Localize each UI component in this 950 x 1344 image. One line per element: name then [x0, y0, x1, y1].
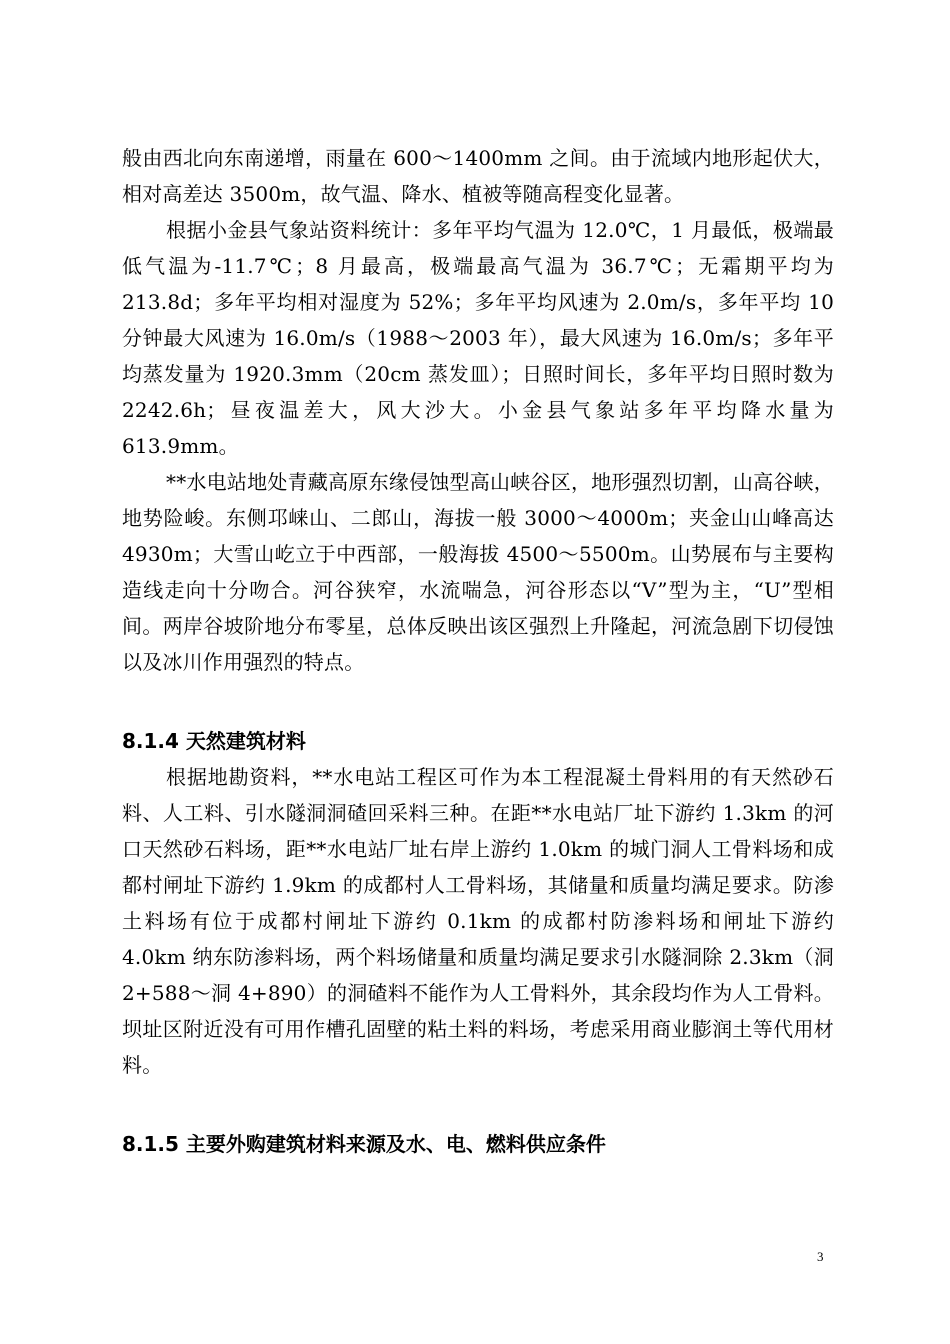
paragraph-natural-materials: 根据地勘资料，**水电站工程区可作为本工程混凝土骨料用的有天然砂石料、人工料、引水隧洞洞碴回采料三种。在距**水电站厂址下游约 1.3km 的河口天然砂石料场，距**水电站厂址右岸上游约 1.0km 的城门洞人工骨料场和成都村闸址下游约 1.9km 的成都村人工骨料场，其储量和质量均满足要求。防渗土料场有位于成都村闸址下游约 0.1km 的成都村防渗料场和闸址下游约 4.0km 纳东防渗料场，两个料场储量和质量均满足要求引水隧洞除 2.3km（洞 2+588～洞 4+890）的洞碴料不能作为人工骨料外，其余段均作为人工骨料。坝址区附近没有可用作槽孔固壁的粘土料的料场，考虑采用商业膨润土等代用材料。	[122, 765, 834, 1077]
section-heading-purchased-materials: 8.1.5 主要外购建筑材料来源及水、电、燃料供应条件	[122, 1132, 606, 1156]
section-heading-natural-materials: 8.1.4 天然建筑材料	[122, 729, 306, 753]
paragraph-climate-statistics: 根据小金县气象站资料统计：多年平均气温为 12.0℃，1 月最低，极端最低气温为-11.7℃；8 月最高，极端最高气温为 36.7℃；无霜期平均为 213.8d；多年平均相对湿度为 52%；多年平均风速为 2.0m/s，多年平均 10 分钟最大风速为 16.0m/s（1988～2003 年），最大风速为 16.0m/s；多年平均蒸发量为 1920.3mm（20cm 蒸发皿）；日照时间长，多年平均日照时数为 2242.6h；昼夜温差大，风大沙大。小金县气象站多年平均降水量为 613.9mm。	[122, 218, 834, 458]
paragraph-terrain: **水电站地处青藏高原东缘侵蚀型高山峡谷区，地形强烈切割，山高谷峡，地势险峻。东侧邛崃山、二郎山，海拔一般 3000～4000m；夹金山山峰高达 4930m；大雪山屹立于中西部，一般海拔 4500～5500m。山势展布与主要构造线走向十分吻合。河谷狭窄，水流喘急，河谷形态以“V”型为主，“U”型相间。两岸谷坡阶地分布零星，总体反映出该区强烈上升隆起，河流急剧下切侵蚀以及冰川作用强烈的特点。	[122, 470, 834, 674]
page-content	[122, 140, 834, 1162]
page-number: 3	[817, 1249, 824, 1264]
paragraph-rainfall: 般由西北向东南递增，雨量在 600～1400mm 之间。由于流域内地形起伏大，相对高差达 3500m，故气温、降水、植被等随高程变化显著。	[122, 146, 834, 206]
